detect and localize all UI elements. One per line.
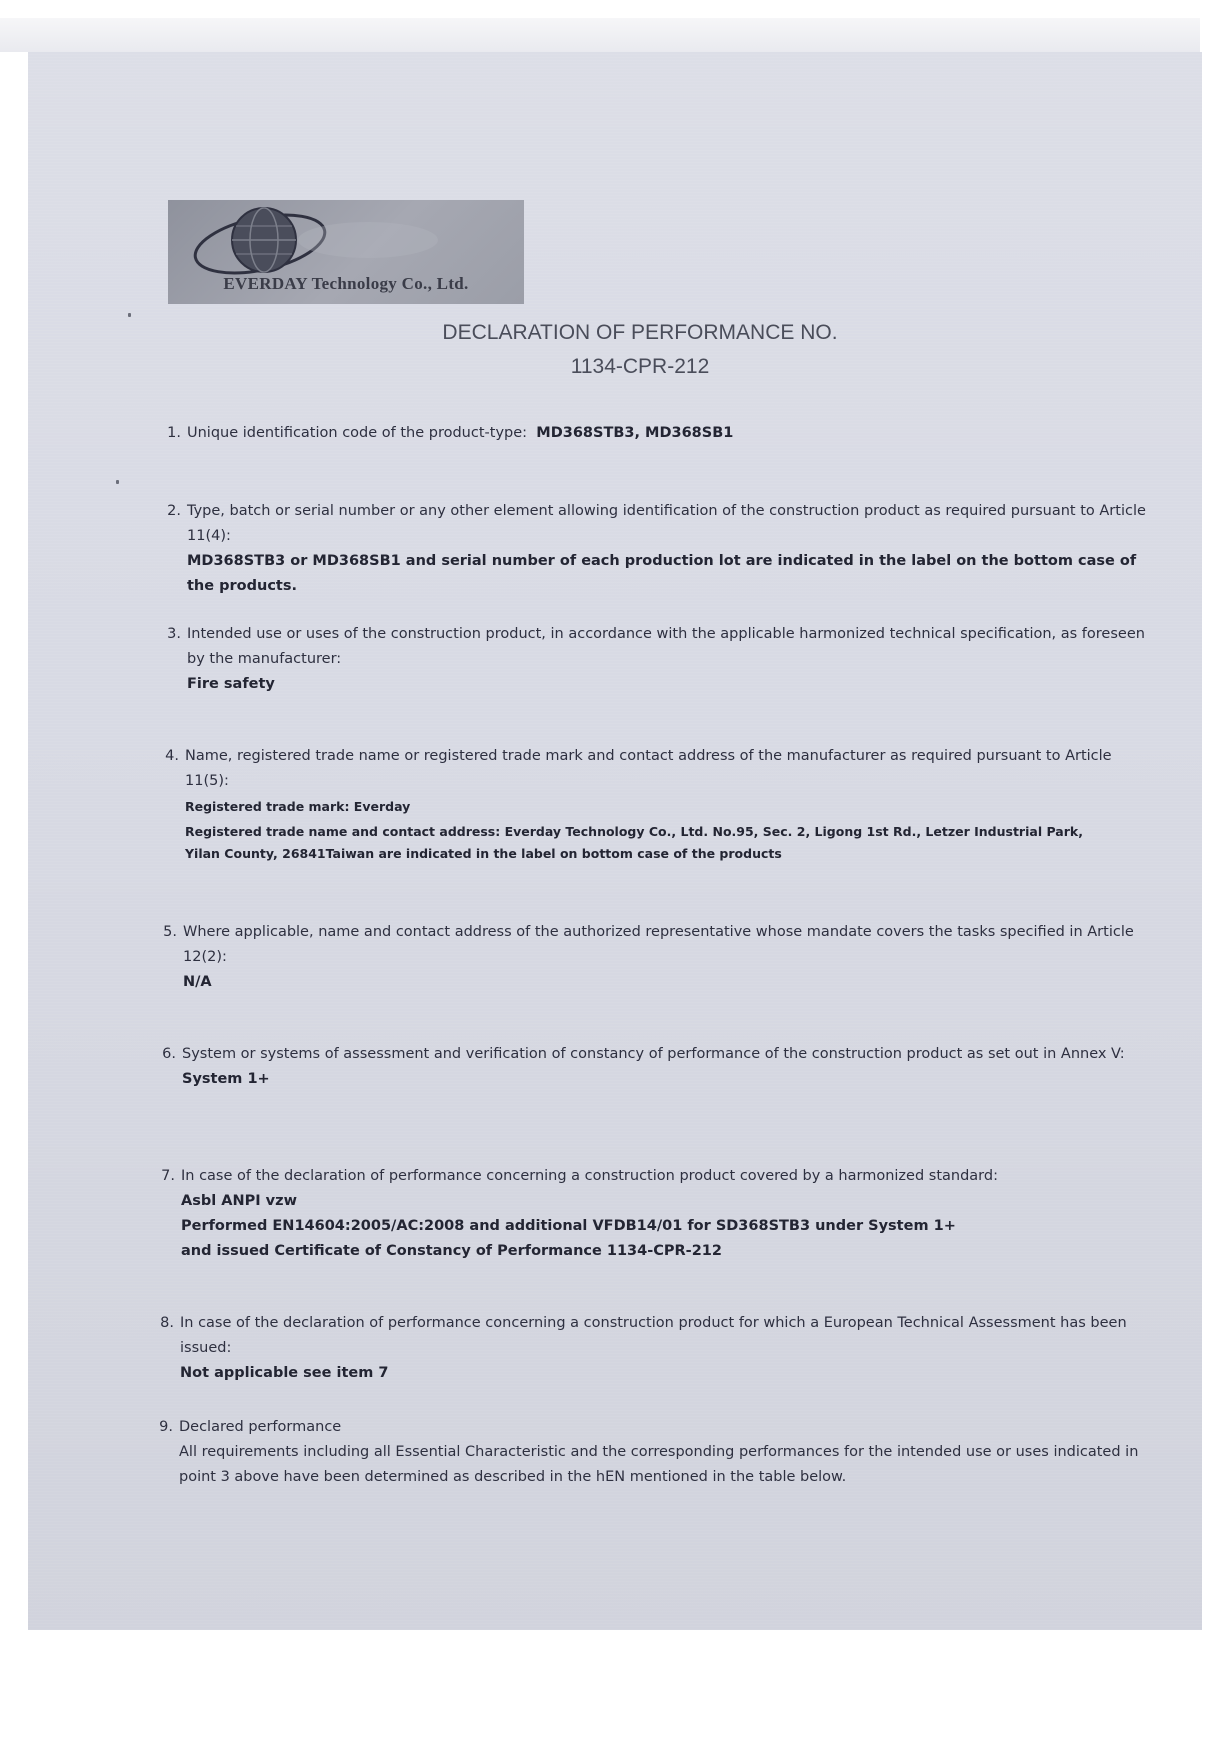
item-9 [159,1415,1139,1490]
item-3 [167,622,1147,697]
title-line-2: 1134-CPR-212 [570,355,710,378]
item-text: Unique identification code of the product-type: [187,425,528,441]
item-1 [167,421,1147,446]
item-number: 2. [167,503,181,519]
item-text: Name, registered trade name or registered trade mark and contact address of the manufacturer as required pursuant to Article 11(5): [185,748,1112,789]
item-number: 7. [161,1168,175,1184]
scan-speck [116,480,119,484]
item-7 [161,1164,1141,1264]
company-logo [168,200,524,304]
item-number: 8. [160,1315,174,1331]
item-8 [160,1311,1140,1386]
item-number: 4. [165,748,179,764]
trade-mark: Registered trade mark: Everday [185,799,411,814]
item-2 [167,499,1147,599]
item-text: Where applicable, name and contact address of the authorized representative whose mandate covers the tasks specified in Article 12(2): [183,924,1134,965]
issued-certificate: and issued Certificate of Constancy of Performance 1134-CPR-212 [181,1243,722,1259]
address-line-2: Yilan County, 26841Taiwan are indicated in the label on bottom case of the products [185,846,782,861]
item-value: N/A [183,974,212,990]
scan-speck [128,313,131,317]
document-title [330,316,950,384]
item-text: Type, batch or serial number or any other element allowing identification of the construction product as required pursuant to Article 11(4): [187,503,1146,544]
item-text: Intended use or uses of the construction product, in accordance with the applicable harmonized technical specification, as foreseen by the manufacturer: [187,626,1145,667]
item-value: Not applicable see item 7 [180,1365,389,1381]
logo-company-name: EVERDAY Technology Co., Ltd. [223,274,469,293]
item-value: MD368STB3 or MD368SB1 and serial number of each production lot are indicated in the label on the bottom case of the products. [187,553,1137,594]
item-value: Fire safety [187,676,275,692]
title-line-1: DECLARATION OF PERFORMANCE NO. [442,321,838,344]
item-text: In case of the declaration of performance concerning a construction product covered by a harmonized standard: [181,1168,998,1184]
item-number: 9. [159,1419,173,1435]
item-value: System 1+ [182,1071,270,1087]
trade-name-address: Registered trade name and contact address: Everday Technology Co., Ltd. No.95, Sec. 2, Ligong 1st Rd., Letzer Industrial Park, [185,824,1083,839]
item-6 [162,1042,1142,1092]
item-number: 6. [162,1046,176,1062]
item-text: Declared performance [179,1419,342,1435]
scan-top-strip [0,18,1200,52]
item-number: 5. [163,924,177,940]
standard-body: Asbl ANPI vzw [181,1193,297,1209]
item-4 [165,744,1145,866]
performed-standard: Performed EN14604:2005/AC:2008 and additional VFDB14/01 for SD368STB3 under System 1+ [181,1218,956,1234]
item-detail: All requirements including all Essential Characteristic and the corresponding performances for the intended use or uses indicated in point 3 above have been determined as described in the hEN mentioned in the table below. [179,1444,1139,1485]
item-number: 1. [167,425,181,441]
item-text: System or systems of assessment and verification of constancy of performance of the construction product as set out in Annex V: [182,1046,1125,1062]
item-value: MD368STB3, MD368SB1 [536,425,734,441]
item-5 [163,920,1143,995]
item-number: 3. [167,626,181,642]
item-text: In case of the declaration of performance concerning a construction product for which a European Technical Assessment has been issued: [180,1315,1127,1356]
